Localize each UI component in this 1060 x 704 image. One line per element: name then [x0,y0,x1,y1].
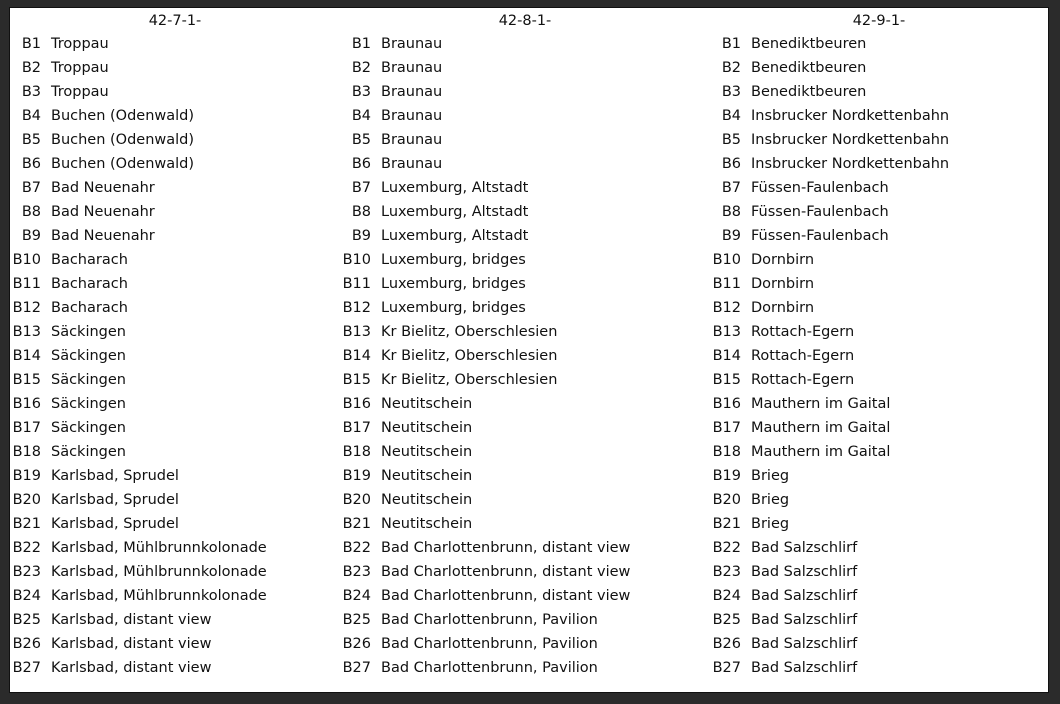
item-code: B17 [12,420,41,436]
list-item [10,632,340,656]
column-header: 42-7-1- [148,13,202,29]
list-item [10,416,340,440]
list-item [10,104,340,128]
item-place: Bad Charlottenbrunn, Pavilion [381,660,598,676]
item-code: B3 [721,84,741,100]
list-item [710,104,1048,128]
list-item [710,56,1048,80]
item-place: Mauthern im Gaital [751,396,891,412]
item-place: Luxemburg, bridges [381,300,526,316]
item-code: B7 [721,180,741,196]
list-item [710,344,1048,368]
item-place: Karlsbad, Mühlbrunnkolonade [51,588,267,604]
item-place: Buchen (Odenwald) [51,108,195,124]
item-code: B18 [712,444,741,460]
list-item [710,632,1048,656]
list-item [710,296,1048,320]
item-code: B10 [12,252,41,268]
list-item [340,632,710,656]
list-item [710,536,1048,560]
item-code: B16 [712,396,741,412]
list-item [340,200,710,224]
item-place: Füssen-Faulenbach [751,180,889,196]
item-place: Bad Salzschlirf [751,660,858,676]
item-place: Neutitschein [381,516,473,532]
list-item [710,128,1048,152]
item-code: B3 [21,84,41,100]
item-place: Benediktbeuren [751,84,867,100]
list-item [710,416,1048,440]
item-code: B11 [12,276,41,292]
item-place: Benediktbeuren [751,60,867,76]
list-item [340,224,710,248]
list-item [10,488,340,512]
list-item [10,296,340,320]
item-code: B5 [721,132,741,148]
item-code: B13 [712,324,741,340]
item-place: Kr Bielitz, Oberschlesien [381,372,558,388]
list-item [340,464,710,488]
column-header: 42-9-1- [852,13,906,29]
item-code: B19 [342,468,371,484]
list-item [10,248,340,272]
item-code: B20 [712,492,741,508]
item-code: B6 [351,156,371,172]
item-place: Buchen (Odenwald) [51,156,195,172]
item-place: Säckingen [51,348,126,364]
item-place: Troppau [51,84,109,100]
item-place: Bacharach [51,276,128,292]
item-code: B15 [342,372,371,388]
item-place: Luxemburg, bridges [381,276,526,292]
list-item [10,200,340,224]
item-place: Bad Salzschlirf [751,612,858,628]
list-item [340,488,710,512]
item-place: Braunau [381,132,443,148]
list-item [710,656,1048,680]
item-code: B8 [351,204,371,220]
list-item [340,368,710,392]
item-code: B4 [351,108,371,124]
list-item [10,392,340,416]
item-code: B8 [21,204,41,220]
item-code: B15 [12,372,41,388]
item-code: B21 [342,516,371,532]
item-code: B17 [712,420,741,436]
item-place: Karlsbad, Mühlbrunnkolonade [51,564,267,580]
item-code: B23 [712,564,741,580]
item-code: B20 [342,492,371,508]
item-place: Rottach-Egern [751,324,855,340]
item-code: B1 [721,36,741,52]
item-code: B27 [12,660,41,676]
item-place: Säckingen [51,396,126,412]
list-item [710,608,1048,632]
list-item [10,56,340,80]
item-place: Mauthern im Gaital [751,420,891,436]
item-place: Bacharach [51,252,128,268]
list-item [340,128,710,152]
item-code: B27 [712,660,741,676]
item-code: B1 [351,36,371,52]
column-rows [340,32,710,680]
item-place: Säckingen [51,372,126,388]
list-item [710,152,1048,176]
item-place: Luxemburg, Altstadt [381,180,529,196]
item-code: B24 [342,588,371,604]
list-item [340,608,710,632]
list-item [340,536,710,560]
item-code: B18 [12,444,41,460]
item-code: B23 [342,564,371,580]
item-code: B7 [351,180,371,196]
item-code: B6 [21,156,41,172]
item-place: Braunau [381,84,443,100]
list-item [10,440,340,464]
item-place: Bad Neuenahr [51,180,155,196]
list-item [10,80,340,104]
item-place: Karlsbad, distant view [51,660,212,676]
item-code: B2 [351,60,371,76]
item-code: B19 [712,468,741,484]
item-place: Karlsbad, Sprudel [51,492,179,508]
list-item [10,272,340,296]
list-item [340,152,710,176]
item-code: B5 [21,132,41,148]
item-place: Bad Salzschlirf [751,564,858,580]
item-code: B26 [12,636,41,652]
item-code: B9 [721,228,741,244]
item-place: Bad Charlottenbrunn, distant view [381,564,631,580]
item-code: B5 [351,132,371,148]
list-item [340,392,710,416]
item-place: Brieg [751,492,790,508]
item-place: Säckingen [51,444,126,460]
item-code: B24 [712,588,741,604]
item-place: Brieg [751,516,790,532]
list-item [10,464,340,488]
item-code: B24 [12,588,41,604]
item-place: Benediktbeuren [751,36,867,52]
item-place: Bacharach [51,300,128,316]
item-code: B12 [342,300,371,316]
item-code: B22 [342,540,371,556]
item-place: Neutitschein [381,492,473,508]
item-place: Insbrucker Nordkettenbahn [751,132,950,148]
list-item [710,32,1048,56]
document-sheet [10,8,1048,692]
list-item [340,512,710,536]
item-place: Karlsbad, Sprudel [51,516,179,532]
item-place: Braunau [381,108,443,124]
item-code: B4 [21,108,41,124]
list-item [340,80,710,104]
list-item [710,488,1048,512]
item-code: B21 [712,516,741,532]
list-item [10,560,340,584]
item-place: Rottach-Egern [751,372,855,388]
list-item [340,584,710,608]
item-place: Dornbirn [751,300,815,316]
list-item [10,536,340,560]
list-item [340,56,710,80]
item-place: Insbrucker Nordkettenbahn [751,156,950,172]
list-item [710,464,1048,488]
list-item [10,152,340,176]
item-code: B11 [712,276,741,292]
item-place: Neutitschein [381,396,473,412]
list-item [710,512,1048,536]
list-item [710,440,1048,464]
item-place: Dornbirn [751,276,815,292]
item-code: B12 [712,300,741,316]
item-place: Karlsbad, distant view [51,612,212,628]
item-code: B9 [351,228,371,244]
column-rows [10,32,340,680]
list-item [340,296,710,320]
item-place: Buchen (Odenwald) [51,132,195,148]
item-place: Bad Charlottenbrunn, Pavilion [381,612,598,628]
list-item [710,200,1048,224]
item-place: Karlsbad, distant view [51,636,212,652]
list-item [340,176,710,200]
item-code: B14 [342,348,371,364]
item-code: B25 [712,612,741,628]
item-place: Braunau [381,156,443,172]
item-place: Bad Neuenahr [51,228,155,244]
item-place: Bad Salzschlirf [751,588,858,604]
item-code: B13 [12,324,41,340]
item-place: Bad Salzschlirf [751,540,858,556]
item-place: Karlsbad, Mühlbrunnkolonade [51,540,267,556]
item-code: B1 [21,36,41,52]
item-code: B25 [12,612,41,628]
list-item [340,656,710,680]
item-code: B17 [342,420,371,436]
list-item [340,344,710,368]
item-code: B26 [712,636,741,652]
item-place: Troppau [51,36,109,52]
item-code: B7 [21,180,41,196]
list-item [10,584,340,608]
item-code: B10 [712,252,741,268]
list-item [710,392,1048,416]
item-code: B6 [721,156,741,172]
item-code: B11 [342,276,371,292]
column-42-7-1 [10,8,340,680]
item-place: Troppau [51,60,109,76]
list-item [340,320,710,344]
item-code: B14 [712,348,741,364]
item-code: B22 [12,540,41,556]
item-place: Bad Charlottenbrunn, distant view [381,540,631,556]
list-item [340,104,710,128]
item-place: Säckingen [51,324,126,340]
column-header: 42-8-1- [498,13,552,29]
item-place: Braunau [381,60,443,76]
list-item [710,368,1048,392]
item-place: Brieg [751,468,790,484]
list-item [10,128,340,152]
item-place: Kr Bielitz, Oberschlesien [381,348,558,364]
item-place: Bad Charlottenbrunn, distant view [381,588,631,604]
list-item [10,512,340,536]
item-place: Säckingen [51,420,126,436]
item-place: Bad Neuenahr [51,204,155,220]
item-place: Luxemburg, Altstadt [381,204,529,220]
list-item [710,584,1048,608]
item-code: B2 [21,60,41,76]
list-item [710,248,1048,272]
list-item [10,608,340,632]
list-item [340,32,710,56]
item-place: Füssen-Faulenbach [751,204,889,220]
list-item [10,224,340,248]
column-rows [710,32,1048,680]
list-item [10,344,340,368]
item-code: B19 [12,468,41,484]
item-code: B8 [721,204,741,220]
item-code: B20 [12,492,41,508]
item-place: Neutitschein [381,444,473,460]
item-code: B18 [342,444,371,460]
item-place: Luxemburg, bridges [381,252,526,268]
list-item [340,416,710,440]
list-item [10,320,340,344]
item-code: B14 [12,348,41,364]
item-code: B22 [712,540,741,556]
list-item [340,440,710,464]
item-code: B23 [12,564,41,580]
item-code: B12 [12,300,41,316]
item-code: B3 [351,84,371,100]
item-place: Neutitschein [381,468,473,484]
item-code: B21 [12,516,41,532]
item-code: B16 [12,396,41,412]
item-place: Karlsbad, Sprudel [51,468,179,484]
item-place: Luxemburg, Altstadt [381,228,529,244]
list-item [10,656,340,680]
item-code: B9 [21,228,41,244]
item-place: Bad Charlottenbrunn, Pavilion [381,636,598,652]
item-place: Dornbirn [751,252,815,268]
item-place: Neutitschein [381,420,473,436]
list-item [10,176,340,200]
item-code: B27 [342,660,371,676]
item-code: B16 [342,396,371,412]
item-code: B13 [342,324,371,340]
item-place: Rottach-Egern [751,348,855,364]
item-code: B15 [712,372,741,388]
column-42-8-1 [340,8,710,680]
list-item [340,560,710,584]
list-item [710,80,1048,104]
list-item [710,176,1048,200]
list-item [340,272,710,296]
item-code: B10 [342,252,371,268]
list-item [710,320,1048,344]
item-place: Kr Bielitz, Oberschlesien [381,324,558,340]
list-item [710,560,1048,584]
item-place: Mauthern im Gaital [751,444,891,460]
item-code: B26 [342,636,371,652]
item-code: B25 [342,612,371,628]
list-item [340,248,710,272]
item-place: Braunau [381,36,443,52]
list-item [10,32,340,56]
item-place: Insbrucker Nordkettenbahn [751,108,950,124]
column-42-9-1 [710,8,1048,680]
list-item [710,272,1048,296]
item-place: Bad Salzschlirf [751,636,858,652]
item-code: B2 [721,60,741,76]
list-item [10,368,340,392]
item-place: Füssen-Faulenbach [751,228,889,244]
list-item [710,224,1048,248]
item-code: B4 [721,108,741,124]
